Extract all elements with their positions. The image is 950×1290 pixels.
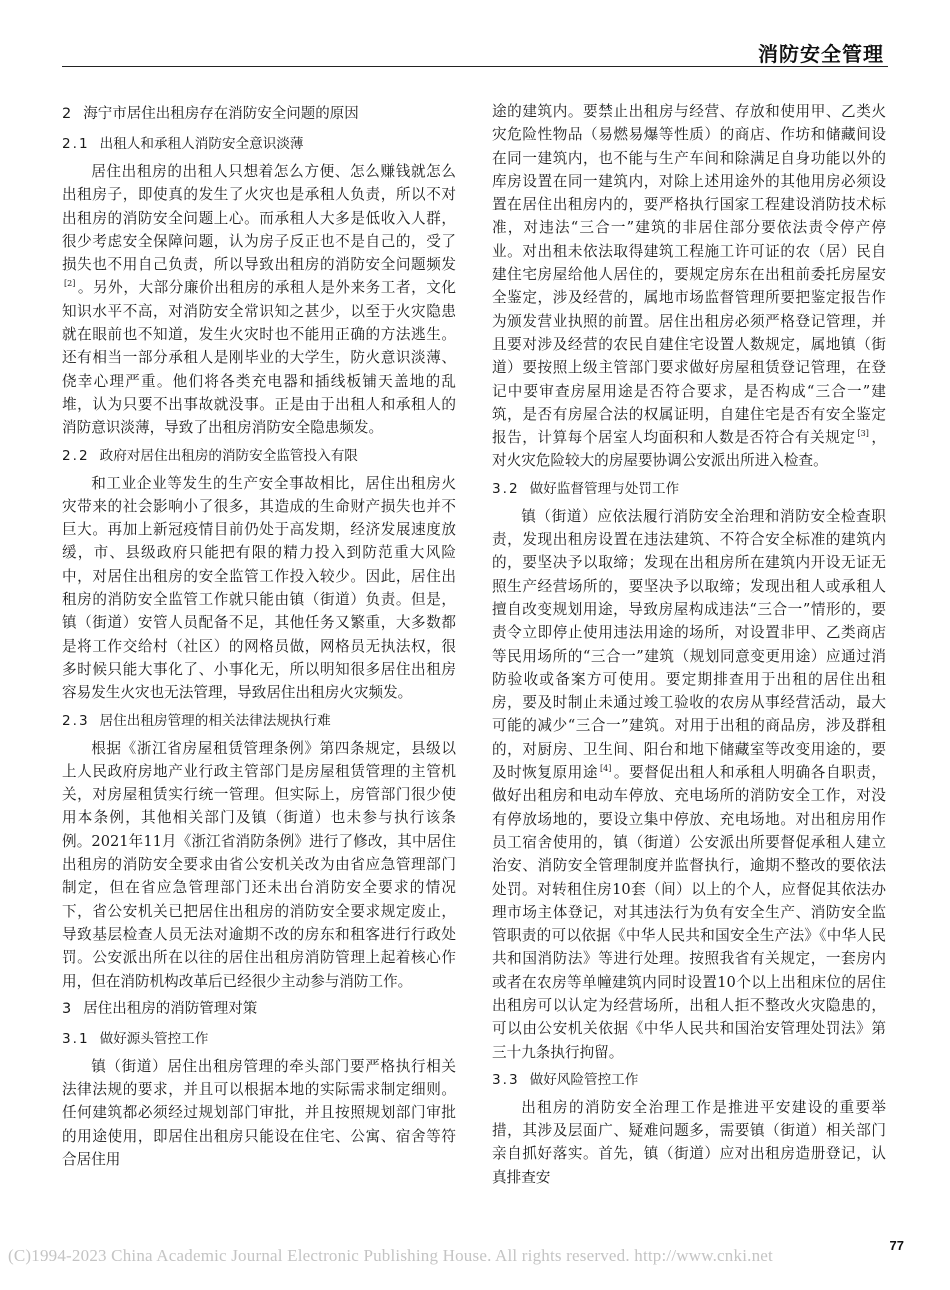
section-3-number: 3	[62, 1000, 72, 1017]
journal-section-title: 消防安全管理	[758, 42, 884, 66]
paragraph-text: 镇（街道）应依法履行消防安全治理和消防安全检查职责，发现出租房设置在违法建筑、不符合安全标准的建筑内的，要坚决予以取缔；发现在出租房所在建筑内开设无证无照生产经营场所的，要坚决予以取缔；发现出租人或承租人擅自改变规划用途，导致房屋构成违法“三合一”情形的，要责令立即停止使用违法用途的场所，对设置非甲、乙类商店等民用场所的“三合一”建筑（规划同意变更用途）应通过消防验收或备案方可使用。要定期排查用于出租的居住出租房，要及时制止未通过竣工验收的农房从事经营活动，最大可能的减少“三合一”建筑。对用于出租的商品房，涉及群租的，对厨房、卫生间、阳台和地下储藏室等改变用途的，要及时恢复原用途	[492, 507, 886, 782]
page-number: 77	[889, 1238, 904, 1253]
section-3-1-title: 做好源头管控工作	[99, 1030, 209, 1047]
citation-ref: [4]	[600, 764, 612, 774]
citation-ref: [2]	[64, 279, 76, 289]
section-3-1-heading	[62, 1027, 456, 1051]
section-3-1-number: 3.1	[62, 1030, 90, 1047]
section-3-2-title: 做好监督管理与处罚工作	[529, 480, 680, 497]
section-2-3-paragraph: 根据《浙江省房屋租赁管理条例》第四条规定，县级以上人民政府房地产业行政主管部门是房屋租赁管理的主管机关，对房屋租赁实行统一管理。但实际上，房管部门很少使用本条例，其他相关部门及镇（街道）也未参与执行该条例。2021年11月《浙江省消防条例》进行了修改，其中居住出租房的消防安全要求由省公安机关改为由省应急管理部门制定，但在省应急管理部门还未出台消防安全要求的情况下，省公安机关已把居住出租房的消防安全要求规定废止，导致基层检查人员无法对逾期不改的房东和租客进行行政处罚。公安派出所在以往的居住出租房消防管理上起着核心作用，但在消防机构改革后已经很少主动参与消防工作。	[62, 739, 456, 990]
paragraph-text: 。要督促出租人和承租人明确各自职责，做好出租房和电动车停放、充电场所的消防安全工作，对没有停放场地的，要设立集中停放、充电场地。对出租房用作员工宿舍使用的，镇（街道）公安派出所要督促承租人建立治安、消防安全管理制度并监督执行，逾期不整改的要依法处罚。对转租住房10套（间）以上的个人，应督促其依法办理市场主体登记，对其违法行为负有安全生产、消防安全监管职责的可以依据《中华人民共和国安全生产法》《中华人民共和国消防法》等进行处理。按照我省有关规定，一套房内或者在农房等单幢建筑内同时设置10个以上出租床位的居住出租房可以认定为经营场所，出租人拒不整改火灾隐患的，可以由公安机关依据《中华人民共和国治安管理处罚法》第三十九条执行拘留。	[492, 764, 886, 1061]
section-2-3-title: 居住出租房管理的相关法律法规执行难	[99, 712, 331, 729]
paragraph-text: 居住出租房的出租人只想着怎么方便、怎么赚钱就怎么出租房子，即使真的发生了火灾也是承租人负责，所以不对出租房的消防安全问题上心。而承租人大多是低收入人群，很少考虑安全保障问题，认为房子反正也不是自己的，受了损失也不用自己负责，所以导致出租房的消防安全问题频发	[62, 163, 456, 274]
page-header	[0, 0, 950, 80]
section-2-1-title: 出租人和承租人消防安全意识淡薄	[99, 136, 304, 152]
section-3-3-heading	[492, 1068, 886, 1092]
section-3-2-number: 3.2	[492, 480, 520, 497]
section-2-3-heading	[62, 709, 456, 733]
section-2-1-paragraph	[62, 160, 456, 440]
section-2-2-number: 2.2	[62, 447, 90, 464]
section-2-title: 海宁市居住出租房存在消防安全问题的原因	[83, 106, 359, 122]
section-2-1-number: 2.1	[62, 136, 90, 152]
section-3-3-title: 做好风险管控工作	[529, 1071, 639, 1088]
paragraph-text: 。另外，大部分廉价出租房的承租人是外来务工者，文化知识水平不高，对消防安全常识知之甚少，以至于火灾隐患就在眼前也不知道，发生火灾时也不能用正确的方法逃生。还有相当一部分承租人是刚毕业的大学生，防火意识淡薄、侥幸心理严重。他们将各类充电器和插线板铺天盖地的乱堆，认为只要不出事故就没事。正是由于出租人和承租人的消防意识淡薄，导致了出租房消防安全隐患频发。	[62, 279, 456, 437]
section-3-1-paragraph: 镇（街道）居住出租房管理的牵头部门要严格执行相关法律法规的要求，并且可以根据本地的实际需求制定细则。任何建筑都必须经过规划部门审批，并且按照规划部门审批的用途使用，即居住出租房只能设在住宅、公寓、宿舍等符合居住用	[62, 1057, 456, 1168]
citation-ref: [3]	[857, 429, 869, 439]
paragraph-text: 途的建筑内。要禁止出租房与经营、存放和使用甲、乙类火灾危险性物品（易燃易爆等性质）的商店、作坊和储藏间设在同一建筑内，也不能与生产车间和除满足自身功能以外的库房设置在同一建筑内，对除上述用途外的其他用房必须设置在居住出租房内的，要严格执行国家工程建设消防技术标准，对违法“三合一”建筑的非居住部分要依法责令停产停业。对出租未依法取得建筑工程施工许可证的农（居）民自建住宅房屋给他人居住的，要规定房东在出租前委托房屋安全鉴定，涉及经营的，属地市场监督管理所要把鉴定报告作为颁发营业执照的前置。居住出租房必须严格登记管理，并且要对涉及经营的农民自建住宅设置人数规定，属地镇（街道）要按照上级主管部门要求做好房屋租赁登记管理，在登记中要审查房屋用途是否符合要求，是否构成“三合一”建筑，是否有房屋合法的权属证明，自建住宅是否有安全鉴定报告，计算每个居室人均面积和人数是否符合有关规定	[492, 103, 886, 447]
section-2-heading	[62, 102, 456, 126]
section-3-title: 居住出租房的消防管理对策	[83, 1000, 258, 1017]
section-3-1-paragraph-continued	[492, 100, 886, 473]
header-rule	[62, 66, 888, 67]
section-2-1-heading	[62, 132, 456, 156]
section-3-2-paragraph	[492, 505, 886, 1064]
left-column	[62, 100, 456, 1175]
section-3-2-heading	[492, 477, 886, 501]
paragraph-text: ，对火灾危险较大的房屋要协调公安派出所进入检查。	[492, 429, 886, 470]
section-2-2-paragraph: 和工业企业等发生的生产安全事故相比，居住出租房火灾带来的社会影响小了很多，其造成的生命财产损失也并不巨大。再加上新冠疫情目前仍处于高发期，经济发展速度放缓，市、县级政府只能把有限的精力投入到防范重大风险中，对居住出租房的安全监管工作投入较少。因此，居住出租房的消防安全监管工作就只能由镇（街道）负责。但是，镇（街道）安管人员配备不足，其他任务又繁重，大多数都是将工作交给村（社区）的网格员做，网格员无执法权，很多时候只能大事化了、小事化无，所以明知很多居住出租房容易发生火灾也无法管理，导致居住出租房火灾频发。	[62, 474, 456, 702]
section-3-3-paragraph: 出租房的消防安全治理工作是推进平安建设的重要举措，其涉及层面广、疑难问题多，需要镇（街道）相关部门亲自抓好落实。首先，镇（街道）应对出租房造册登记，认真排查安	[492, 1098, 886, 1186]
section-2-3-number: 2.3	[62, 712, 90, 729]
copyright-watermark: (C)1994-2023 China Academic Journal Electronic Publishing House. All rights reserved. http://www.cnki.net	[8, 1246, 773, 1265]
section-3-heading	[62, 997, 456, 1021]
right-column	[492, 100, 886, 1193]
section-2-number: 2	[62, 106, 72, 122]
section-3-3-number: 3.3	[492, 1071, 520, 1088]
page-footer	[0, 1236, 950, 1266]
section-2-2-title: 政府对居住出租房的消防安全监管投入有限	[99, 447, 358, 464]
section-2-2-heading	[62, 444, 456, 468]
